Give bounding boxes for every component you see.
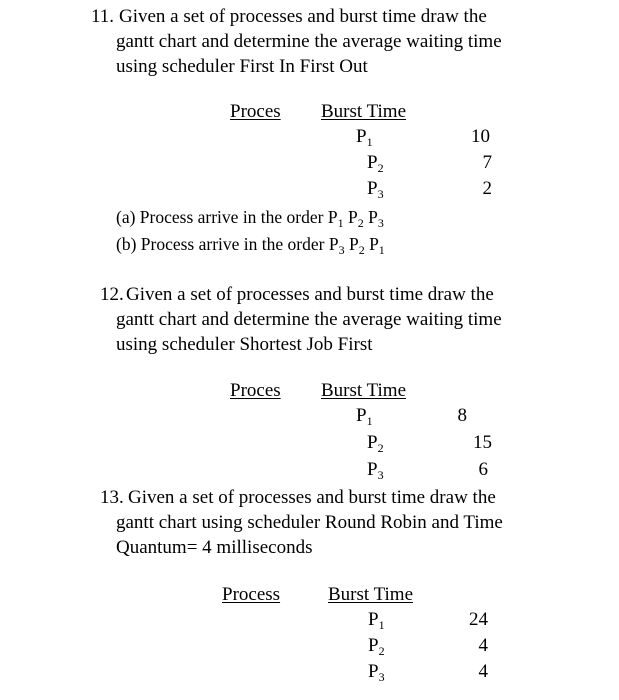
burst-time-value: 4	[478, 635, 488, 656]
burst-time-header: Burst Time	[321, 101, 407, 122]
question-number: 13.	[100, 487, 124, 508]
process-name: $P_3$	[368, 661, 385, 684]
question-line: using scheduler Shortest Job First	[116, 334, 373, 355]
burst-time-value: 4	[478, 661, 488, 682]
process-header: Proces	[230, 380, 281, 401]
burst-time-header: Burst Time	[321, 380, 407, 401]
question-line: Given a set of processes and burst time draw the	[128, 487, 496, 508]
burst-time-value: 6	[478, 459, 488, 480]
burst-time-value: 8	[457, 405, 467, 426]
process-name: $P_2$	[367, 152, 384, 175]
process-name: $P_1$	[356, 126, 373, 149]
question-line: gantt chart and determine the average waiting time	[116, 309, 502, 330]
option-b: (b) Process arrive in the order $P_3$ $P_2$ $P_1$	[116, 234, 385, 257]
process-name: $P_2$	[368, 635, 385, 658]
burst-time-value: 7	[482, 152, 492, 173]
process-name: $P_3$	[367, 178, 384, 201]
question-line: Given a set of processes and burst time draw the	[119, 6, 487, 27]
question-line: gantt chart using scheduler Round Robin and Time	[116, 512, 503, 533]
burst-time-value: 24	[469, 609, 488, 630]
option-a: (a) Process arrive in the order $P_1$ $P_2$ $P_3$	[116, 207, 384, 230]
process-name: $P_1$	[368, 609, 385, 632]
question-line: Given a set of processes and burst time draw the	[126, 284, 494, 305]
question-line: gantt chart and determine the average waiting time	[116, 31, 502, 52]
question-number: 11.	[91, 6, 115, 27]
process-name: $P_3$	[367, 459, 384, 482]
burst-time-value: 2	[482, 178, 492, 199]
burst-time-value: 10	[471, 126, 490, 147]
burst-time-value: 15	[473, 432, 492, 453]
process-name: $P_1$	[356, 405, 373, 428]
process-name: $P_2$	[367, 432, 384, 455]
question-line: using scheduler First In First Out	[116, 56, 368, 77]
question-line: Quantum= 4 milliseconds	[116, 537, 313, 558]
process-header: Process	[222, 584, 281, 605]
question-number: 12.	[100, 284, 124, 305]
burst-time-header: Burst Time	[328, 584, 414, 605]
process-header: Proces	[230, 101, 281, 122]
